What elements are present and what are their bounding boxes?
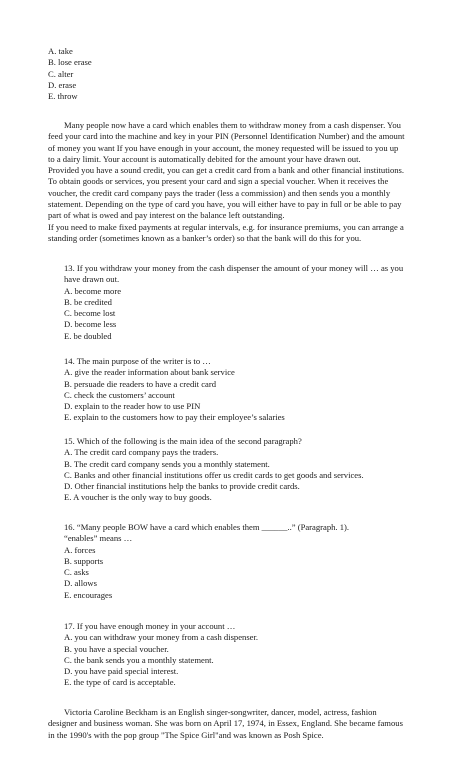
question-15	[64, 436, 444, 504]
option: E. A voucher is the only way to buy goods.	[64, 492, 212, 503]
passage-line: in the 1990's with the pop group "The Spice Girl"and was known as Posh Spice.	[48, 729, 324, 740]
option: C. asks	[64, 567, 89, 578]
option: A. The credit card company pays the traders.	[64, 447, 219, 458]
reading-passage-2	[48, 707, 438, 741]
question-stem: 17. If you have enough money in your account …	[64, 621, 236, 631]
option: B. The credit card company sends you a monthly statement.	[64, 458, 270, 469]
question-stem: “enables” means …	[64, 533, 133, 544]
previous-question-options	[48, 46, 438, 102]
option: D. explain to the reader how to use PIN	[64, 401, 201, 412]
option: B. supports	[64, 555, 104, 566]
question-stem: 16. “Many people BOW have a card which enables them ______..” (Paragraph. 1).	[64, 522, 350, 532]
option: C. alter	[48, 68, 74, 79]
passage-line: part of what is owed and pay interest on the balance left outstanding.	[48, 210, 285, 221]
option: D. allows	[64, 578, 97, 589]
option: B. you have a special voucher.	[64, 643, 169, 654]
option: C. become lost	[64, 308, 116, 319]
question-stem: have drawn out.	[64, 274, 120, 285]
passage-line: standing order (sometimes known as a banker’s order) so that the bank will do this for you.	[48, 232, 362, 243]
reading-passage-1	[48, 120, 438, 244]
option: D. Other financial institutions help the banks to provide credit cards.	[64, 481, 300, 492]
passage-line: Many people now have a card which enables them to withdraw money from a cash dispenser. You	[64, 120, 401, 130]
option: E. encourages	[64, 589, 113, 600]
option: C. check the customers’ account	[64, 389, 175, 400]
option: A. become more	[64, 285, 122, 296]
option: A. take	[48, 46, 73, 56]
option: D. erase	[48, 79, 77, 90]
option: C. the bank sends you a monthly statement.	[64, 654, 214, 665]
option: E. be doubled	[64, 330, 112, 341]
option: E. throw	[48, 91, 78, 102]
option: A. you can withdraw your money from a cash dispenser.	[64, 632, 259, 643]
passage-line: to a dairy limit. Your account is automatically debited for the amount your have drawn out.	[48, 153, 361, 164]
option: B. lose erase	[48, 57, 92, 68]
passage-line: voucher, the credit card company pays the trader (less a commission) and then sends you a monthly	[48, 187, 391, 198]
question-17	[64, 621, 444, 689]
option: E. explain to the customers how to pay their employee’s salaries	[64, 412, 285, 423]
question-14	[64, 356, 444, 424]
question-stem: 14. The main purpose of the writer is to …	[64, 356, 211, 366]
question-stem: 13. If you withdraw your money from the cash dispenser the amount of your money will … as you	[64, 263, 404, 273]
option: D. you have paid special interest.	[64, 666, 179, 677]
passage-line: Victoria Caroline Beckham is an English singer-songwriter, dancer, model, actress, fashion	[64, 707, 377, 717]
option: E. the type of card is acceptable.	[64, 677, 176, 688]
passage-line: feed your card into the machine and key in your PIN (Personnel Identification Number) and the amount	[48, 131, 405, 142]
option: C. Banks and other financial institutions offer us credit cards to get goods and services.	[64, 469, 364, 480]
passage-line: of money you want If you have enough in your account, the money requested will be issued to you up	[48, 142, 399, 153]
question-13	[64, 263, 444, 342]
option: A. give the reader information about bank service	[64, 367, 235, 378]
passage-line: To obtain goods or services, you present your card and sign a special voucher. When it receives the	[48, 176, 389, 187]
passage-line: If you need to make fixed payments at regular intervals, e.g. for insurance premiums, you can arrange a	[48, 221, 404, 232]
option: B. persuade die readers to have a credit card	[64, 378, 216, 389]
passage-line: Provided you have a sound credit, you can get a credit card from a bank and other financial institutions.	[48, 165, 405, 176]
question-stem: 15. Which of the following is the main idea of the second paragraph?	[64, 436, 302, 446]
option: B. be credited	[64, 296, 112, 307]
passage-line: statement. Depending on the type of card you have, you will either have to pay in full or be able to pay	[48, 199, 402, 210]
option: D. become less	[64, 319, 117, 330]
question-16	[64, 522, 444, 601]
option: A. forces	[64, 544, 96, 555]
passage-line: designer and business woman. She was born on April 17, 1974, in Essex, England. She became famous	[48, 718, 403, 729]
